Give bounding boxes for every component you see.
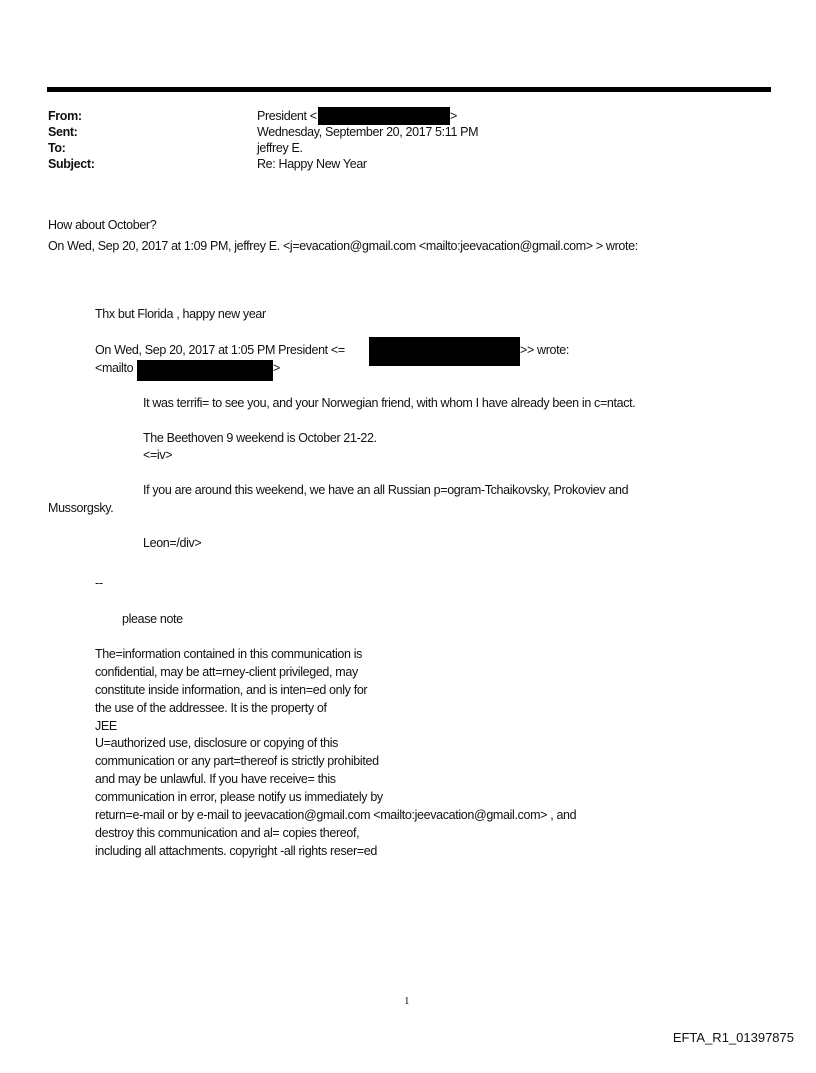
quote2-line: It was terrifi= to see you, and your Norwegian friend, with whom I have already been in c=ntact.	[143, 396, 636, 410]
quote2-header: On Wed, Sep 20, 2017 at 1:05 PM President <=	[95, 343, 345, 357]
subject-value: Re: Happy New Year	[257, 157, 367, 171]
subject-label: Subject:	[48, 157, 95, 171]
disclaimer-line: constitute inside information, and is inten=ed only for	[95, 683, 368, 697]
sent-label: Sent:	[48, 125, 78, 139]
quote2-line: <=iv>	[143, 448, 173, 462]
header-rule	[47, 87, 771, 92]
redaction	[369, 337, 520, 366]
quote2-line: The Beethoven 9 weekend is October 21-22.	[143, 431, 377, 445]
disclaimer-line: including all attachments. copyright -all rights reser=ed	[95, 844, 377, 858]
quote2-mailto: <mailto	[95, 361, 134, 375]
disclaimer-line: communication in error, please notify us immediately by	[95, 790, 383, 804]
redaction	[137, 360, 273, 381]
quote2-line: If you are around this weekend, we have an all Russian p=ogram-Tchaikovsky, Prokoviev and	[143, 483, 629, 497]
disclaimer-line: The=information contained in this communication is	[95, 647, 363, 661]
disclaimer-line: the use of the addressee. It is the property of	[95, 701, 327, 715]
disclaimer-line: and may be unlawful. If you have receive= this	[95, 772, 336, 786]
disclaimer-line: destroy this communication and al= copies thereof,	[95, 826, 360, 840]
document-id: EFTA_R1_01397875	[672, 1030, 794, 1045]
signature-separator: --	[95, 576, 103, 590]
to-label: To:	[48, 141, 66, 155]
disclaimer-line: return=e-mail or by e-mail to jeevacation@gmail.com <mailto:jeevacation@gmail.com> , and	[95, 808, 577, 822]
disclaimer-line: U=authorized use, disclosure or copying of this	[95, 736, 339, 750]
disclaimer-line: JEE	[95, 719, 117, 733]
quote1-text: Thx but Florida , happy new year	[95, 307, 266, 321]
quote2-mailto-end: >	[273, 361, 280, 375]
quote1-header: On Wed, Sep 20, 2017 at 1:09 PM, jeffrey E. <j=evacation@gmail.com <mailto:jeevacation@gmail.com> > wrote:	[48, 239, 638, 253]
quote2-header-end: >> wrote:	[520, 343, 569, 357]
from-close: >	[450, 109, 457, 123]
page-number: 1	[404, 995, 410, 1007]
please-note: please note	[122, 612, 183, 626]
reply-text: How about October?	[48, 218, 157, 232]
disclaimer-line: confidential, may be att=rney-client privileged, may	[95, 665, 358, 679]
redaction	[318, 107, 450, 125]
from-label: From:	[48, 109, 82, 123]
quote2-line: Leon=/div>	[143, 536, 202, 550]
disclaimer-line: communication or any part=thereof is strictly prohibited	[95, 754, 379, 768]
from-value: President <	[257, 109, 317, 123]
to-value: jeffrey E.	[257, 141, 303, 155]
quote2-line: Mussorgsky.	[48, 501, 114, 515]
sent-value: Wednesday, September 20, 2017 5:11 PM	[257, 125, 479, 139]
